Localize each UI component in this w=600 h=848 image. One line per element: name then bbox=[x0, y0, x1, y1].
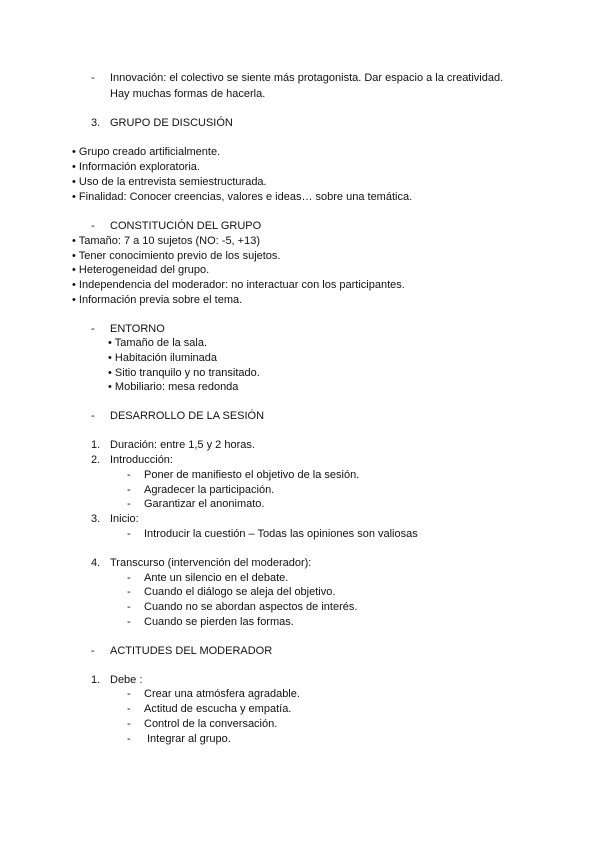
transcurso-sub-item: Ante un silencio en el debate. bbox=[144, 572, 289, 584]
desarrollo-title: DESARROLLO DE LA SESIÓN bbox=[110, 410, 265, 422]
actitudes-sub-item: Actitud de escucha y empatía. bbox=[144, 703, 292, 715]
grupo-discusion-title: GRUPO DE DISCUSIÓN bbox=[110, 117, 233, 129]
innovacion-line-2: Hay muchas formas de hacerla. bbox=[110, 88, 266, 100]
introduccion-sub-item: Poner de manifiesto el objetivo de la sesión. bbox=[144, 469, 360, 481]
desarrollo-item-number: 1. bbox=[91, 439, 101, 451]
sub-dash: - bbox=[127, 718, 131, 730]
transcurso-sub-item: Cuando no se abordan aspectos de interés. bbox=[144, 601, 358, 613]
sub-dash: - bbox=[127, 703, 131, 715]
actitudes-sub-item: Integrar al grupo. bbox=[147, 733, 231, 745]
transcurso-sub-item: Cuando se pierden las formas. bbox=[144, 616, 294, 628]
desarrollo-item-number: 3. bbox=[91, 513, 101, 525]
inicio-sub-item: Introducir la cuestión – Todas las opiniones son valiosas bbox=[144, 528, 418, 540]
desarrollo-item-number: 4. bbox=[91, 557, 101, 569]
desarrollo-dash: - bbox=[91, 410, 95, 422]
actitudes-title: ACTITUDES DEL MODERADOR bbox=[110, 645, 273, 657]
sub-dash: - bbox=[127, 484, 131, 496]
constitucion-bullet: • Información previa sobre el tema. bbox=[72, 294, 243, 306]
desarrollo-item-text: Transcurso (intervención del moderador): bbox=[110, 557, 312, 569]
constitucion-bullet: • Independencia del moderador: no interactuar con los participantes. bbox=[72, 279, 405, 291]
grupo-discusion-bullet: • Información exploratoria. bbox=[72, 161, 200, 173]
constitucion-dash: - bbox=[91, 220, 95, 232]
sub-dash: - bbox=[127, 528, 131, 540]
grupo-discusion-bullet: • Grupo creado artificialmente. bbox=[72, 146, 221, 158]
constitucion-bullet: • Tamaño: 7 a 10 sujetos (NO: -5, +13) bbox=[72, 235, 260, 247]
constitucion-title: CONSTITUCIÓN DEL GRUPO bbox=[110, 220, 262, 232]
transcurso-sub-item: Cuando el diálogo se aleja del objetivo. bbox=[144, 586, 336, 598]
desarrollo-item-text: Inicio: bbox=[110, 513, 139, 525]
actitudes-sub-item: Crear una atmósfera agradable. bbox=[144, 688, 300, 700]
sub-dash: - bbox=[127, 572, 131, 584]
sub-dash: - bbox=[127, 616, 131, 628]
entorno-bullet: • Sitio tranquilo y no transitado. bbox=[108, 367, 260, 379]
actitudes-dash: - bbox=[91, 645, 95, 657]
desarrollo-item-text: Duración: entre 1,5 y 2 horas. bbox=[110, 439, 255, 451]
sub-dash: - bbox=[127, 601, 131, 613]
constitucion-bullet: • Heterogeneidad del grupo. bbox=[72, 264, 210, 276]
actitudes-label: Debe : bbox=[110, 674, 143, 686]
sub-dash: - bbox=[127, 733, 131, 745]
entorno-dash: - bbox=[91, 323, 95, 335]
desarrollo-item-number: 2. bbox=[91, 454, 101, 466]
innovacion-line-1: Innovación: el colectivo se siente más protagonista. Dar espacio a la creatividad. bbox=[110, 72, 504, 84]
sub-dash: - bbox=[127, 586, 131, 598]
constitucion-bullet: • Tener conocimiento previo de los sujetos. bbox=[72, 250, 281, 262]
introduccion-sub-item: Garantizar el anonimato. bbox=[144, 498, 265, 510]
entorno-bullet: • Mobiliario: mesa redonda bbox=[108, 381, 239, 393]
entorno-bullet: • Tamaño de la sala. bbox=[108, 337, 208, 349]
grupo-discusion-number: 3. bbox=[91, 117, 101, 129]
entorno-bullet: • Habitación iluminada bbox=[108, 352, 218, 364]
desarrollo-item-text: Introducción: bbox=[110, 454, 173, 466]
introduccion-sub-item: Agradecer la participación. bbox=[144, 484, 275, 496]
entorno-title: ENTORNO bbox=[110, 323, 165, 335]
actitudes-number: 1. bbox=[91, 674, 101, 686]
sub-dash: - bbox=[127, 469, 131, 481]
actitudes-sub-item: Control de la conversación. bbox=[144, 718, 278, 730]
innovacion-dash: - bbox=[91, 72, 95, 84]
grupo-discusion-bullet: • Finalidad: Conocer creencias, valores e ideas… sobre una temática. bbox=[72, 191, 413, 203]
sub-dash: - bbox=[127, 688, 131, 700]
sub-dash: - bbox=[127, 498, 131, 510]
grupo-discusion-bullet: • Uso de la entrevista semiestructurada. bbox=[72, 176, 267, 188]
